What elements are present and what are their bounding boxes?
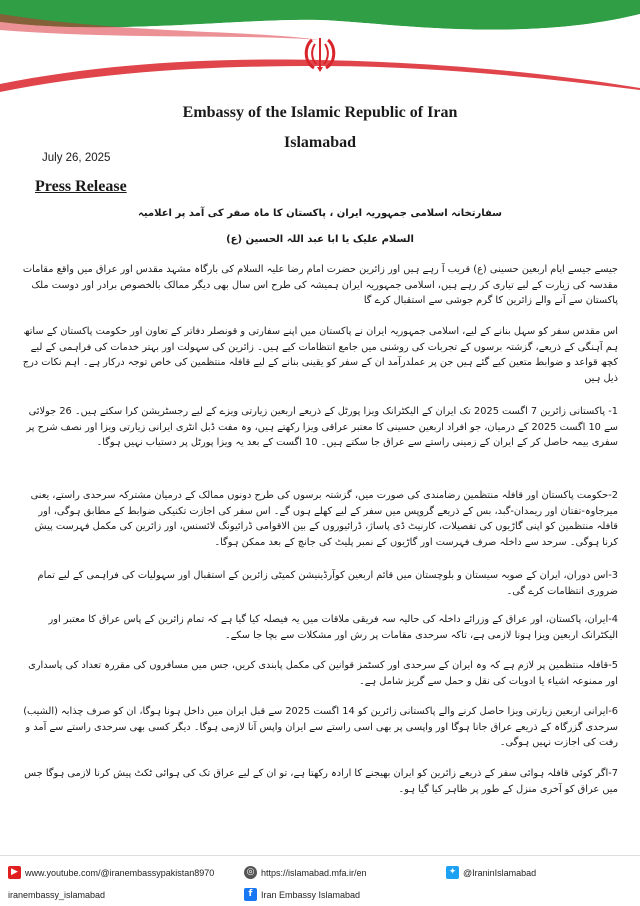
urdu-heading: سفارتخانہ اسلامی جمہوریہ ایران ، پاکستان کا ماہ صفر کی آمد پر اعلامیہ bbox=[137, 208, 502, 219]
urdu-point-2: 2-حکومت پاکستان اور قافلہ منتظمین رضامندی کی صورت میں، گزشتہ برسوں کی طرح دونوں ممالک کے درمیان مشترکہ سرحدی راستے، یعنی میرجاوہ-تفتان اور ریمدان-گبد، بس کے ذریعے گروپس میں سفر کے لیے کھلے ہوں گے۔ اس سفر کی اجازت تکنیکی ضوابط کے مطابق ہوگی، اور قافلہ منتظمین کو اپنی گاڑیوں کی تفصیلات، کارنیٹ ڈی پاساژ، ڈرائیوروں کے بین الاقوامی ڈرائیونگ لائسنس، اور زائرین کی مکمل فہرست پیش کرنا ہوگی۔ سرحد سے داخلہ صرف فہرست اور گاڑیوں کے نمبر پلیٹ کی جانچ کے بعد ممکن ہوگا۔ bbox=[30, 490, 618, 548]
twitter-text: @IraninIslamabad bbox=[463, 867, 537, 878]
header-flag-band bbox=[0, 0, 640, 95]
youtube-link[interactable] bbox=[8, 866, 214, 879]
urdu-paragraph-1: جیسے جیسے ایام اربعین حسینی (ع) قریب آ رہے ہیں اور زائرین حضرت امام رضا علیہ السلام کی بارگاہ مشہد مقدس اور عراق میں واقع مقامات مقدسہ کی زیارت کے لیے تیاری کر رہے ہیں، اسلامی جمہوریہ ایران ہمیشہ کی طرح اس سال بھی دیگر ممالک بالخصوص برادر اور دوست ملک پاکستان سے آنے والے زائرین کا گرم جوشی سے استقبال کرے گا bbox=[22, 264, 618, 306]
document-date: July 26, 2025 bbox=[42, 152, 111, 164]
urdu-paragraph-2: اس مقدس سفر کو سہل بنانے کے لیے، اسلامی جمہوریہ ایران نے پاکستان میں اپنے سفارتی و قونصلر دفاتر کے تعاون اور حکومت پاکستان کے ساتھ ہم آہنگی کے ذریعے، گزشتہ برسوں کے تجربات کی روشنی میں جامع انتظامات کیے ہیں۔ زائرین کی سہولت اور بہتر خدمات کی فراہمی کے لیے کچھ قواعد و ضوابط متعین کیے گئے ہیں جن پر عملدرآمد ان کے سفر کو یقینی بنانے کے لیے قافلہ منتظمین کی خاص توجہ درکار ہے۔ اہم نکات درج ذیل ہیں bbox=[22, 326, 618, 384]
footer-row-2 bbox=[0, 886, 640, 906]
press-release-heading: Press Release bbox=[35, 178, 127, 195]
embassy-title: Embassy of the Islamic Republic of Iran bbox=[182, 104, 458, 121]
instagram-link[interactable] bbox=[8, 890, 105, 900]
youtube-text: www.youtube.com/@iranembassypakistan8970 bbox=[25, 867, 215, 878]
footer-divider bbox=[0, 855, 640, 856]
youtube-icon: ▶ bbox=[8, 866, 21, 879]
urdu-salutation: السلام علیک یا ابا عبد اللہ الحسین (ع) bbox=[226, 234, 414, 245]
urdu-point-4: 4-ایران، پاکستان، اور عراق کے وزرائے داخلہ کی حالیہ سہ فریقی ملاقات میں یہ فیصلہ کیا گیا ہے کہ تمام زائرین کے پاس عراق کا معتبر اور الیکٹرانک اربعین ویزا ہونا لازمی ہے، تاکہ سرحدی مقامات پر رش اور مشکلات سے بچا جا سکے۔ bbox=[48, 614, 618, 641]
urdu-point-6: 6-ایرانی اربعین زیارتی ویزا حاصل کرنے والے پاکستانی زائرین کو 14 اگست 2025 سے قبل ایران میں داخل ہونا ہوگا، ان کو صرف چذابہ (الشیب) سرحدی گزرگاہ کے ذریعے عراق جانا ہوگا اور واپسی پر بھی اسی راستے سے ایران واپس آنا لازمی ہوگا۔ دیگر کسی بھی سرحدی راستے سے آمد و رفت کی اجازت نہیں ہوگی۔ bbox=[23, 706, 618, 748]
website-link[interactable] bbox=[244, 866, 367, 879]
twitter-link[interactable] bbox=[446, 866, 536, 879]
website-text: https://islamabad.mfa.ir/en bbox=[261, 867, 367, 878]
urdu-point-7: 7-اگر کوئی قافلہ ہوائی سفر کے ذریعے زائرین کو ایران بھیجنے کا ارادہ رکھتا ہے، تو ان کے لیے عراق تک کی ہوائی ٹکٹ پیش کرنا لازمی ہوگا جس میں عراق کو آخری منزل کے طور پر ظاہر کیا گیا ہو۔ bbox=[24, 768, 618, 795]
twitter-icon: ✦ bbox=[446, 866, 459, 879]
facebook-icon: f bbox=[244, 888, 257, 901]
urdu-point-5: 5-قافلہ منتظمین پر لازم ہے کہ وہ ایران کے سرحدی اور کسٹمز قوانین کی مکمل پابندی کریں، جس میں مسافروں کی مقررہ تعداد کی پاسداری اور ممنوعہ اشیاء یا ادویات کی نقل و حمل سے گریز شامل ہے۔ bbox=[28, 660, 618, 687]
iran-emblem-icon bbox=[300, 34, 340, 74]
facebook-link[interactable] bbox=[244, 888, 360, 901]
globe-icon: ◎ bbox=[244, 866, 257, 879]
facebook-text: Iran Embassy Islamabad bbox=[261, 889, 361, 900]
urdu-point-1: 1- پاکستانی زائرین 7 اگست 2025 تک ایران کے الیکٹرانک ویزا پورٹل کے ذریعے اربعین زیارتی ویزے کے لیے رجسٹریشن کرا سکتے ہیں۔ 26 جولائی سے 10 اگست 2025 کے درمیان، جو افراد اربعین حسینی کا معتبر عراقی ویزا رکھتے ہیں، وہ مفت ڈبل انٹری ایرانی زیارتی ویزا اور نصف شرح پر سفری بیمہ حاصل کر کے ایران کے زمینی راستے سے عراق جا سکتے ہیں۔ 10 اگست کے بعد یہ ویزا پورٹل پر دستیاب نہیں ہوگا۔ bbox=[26, 406, 618, 448]
embassy-city: Islamabad bbox=[283, 134, 357, 151]
footer-row-1 bbox=[0, 862, 640, 884]
urdu-point-3: 3-اس دوران، ایران کے صوبہ سیستان و بلوچستان میں قائم اربعین کوآرڈینیشن کمیٹی زائرین کے استقبال اور سہولیات کی فراہمی کے لیے تمام ضروری انتظامات کرے گی۔ bbox=[37, 570, 618, 597]
instagram-text: iranembassy_islamabad bbox=[8, 890, 106, 900]
